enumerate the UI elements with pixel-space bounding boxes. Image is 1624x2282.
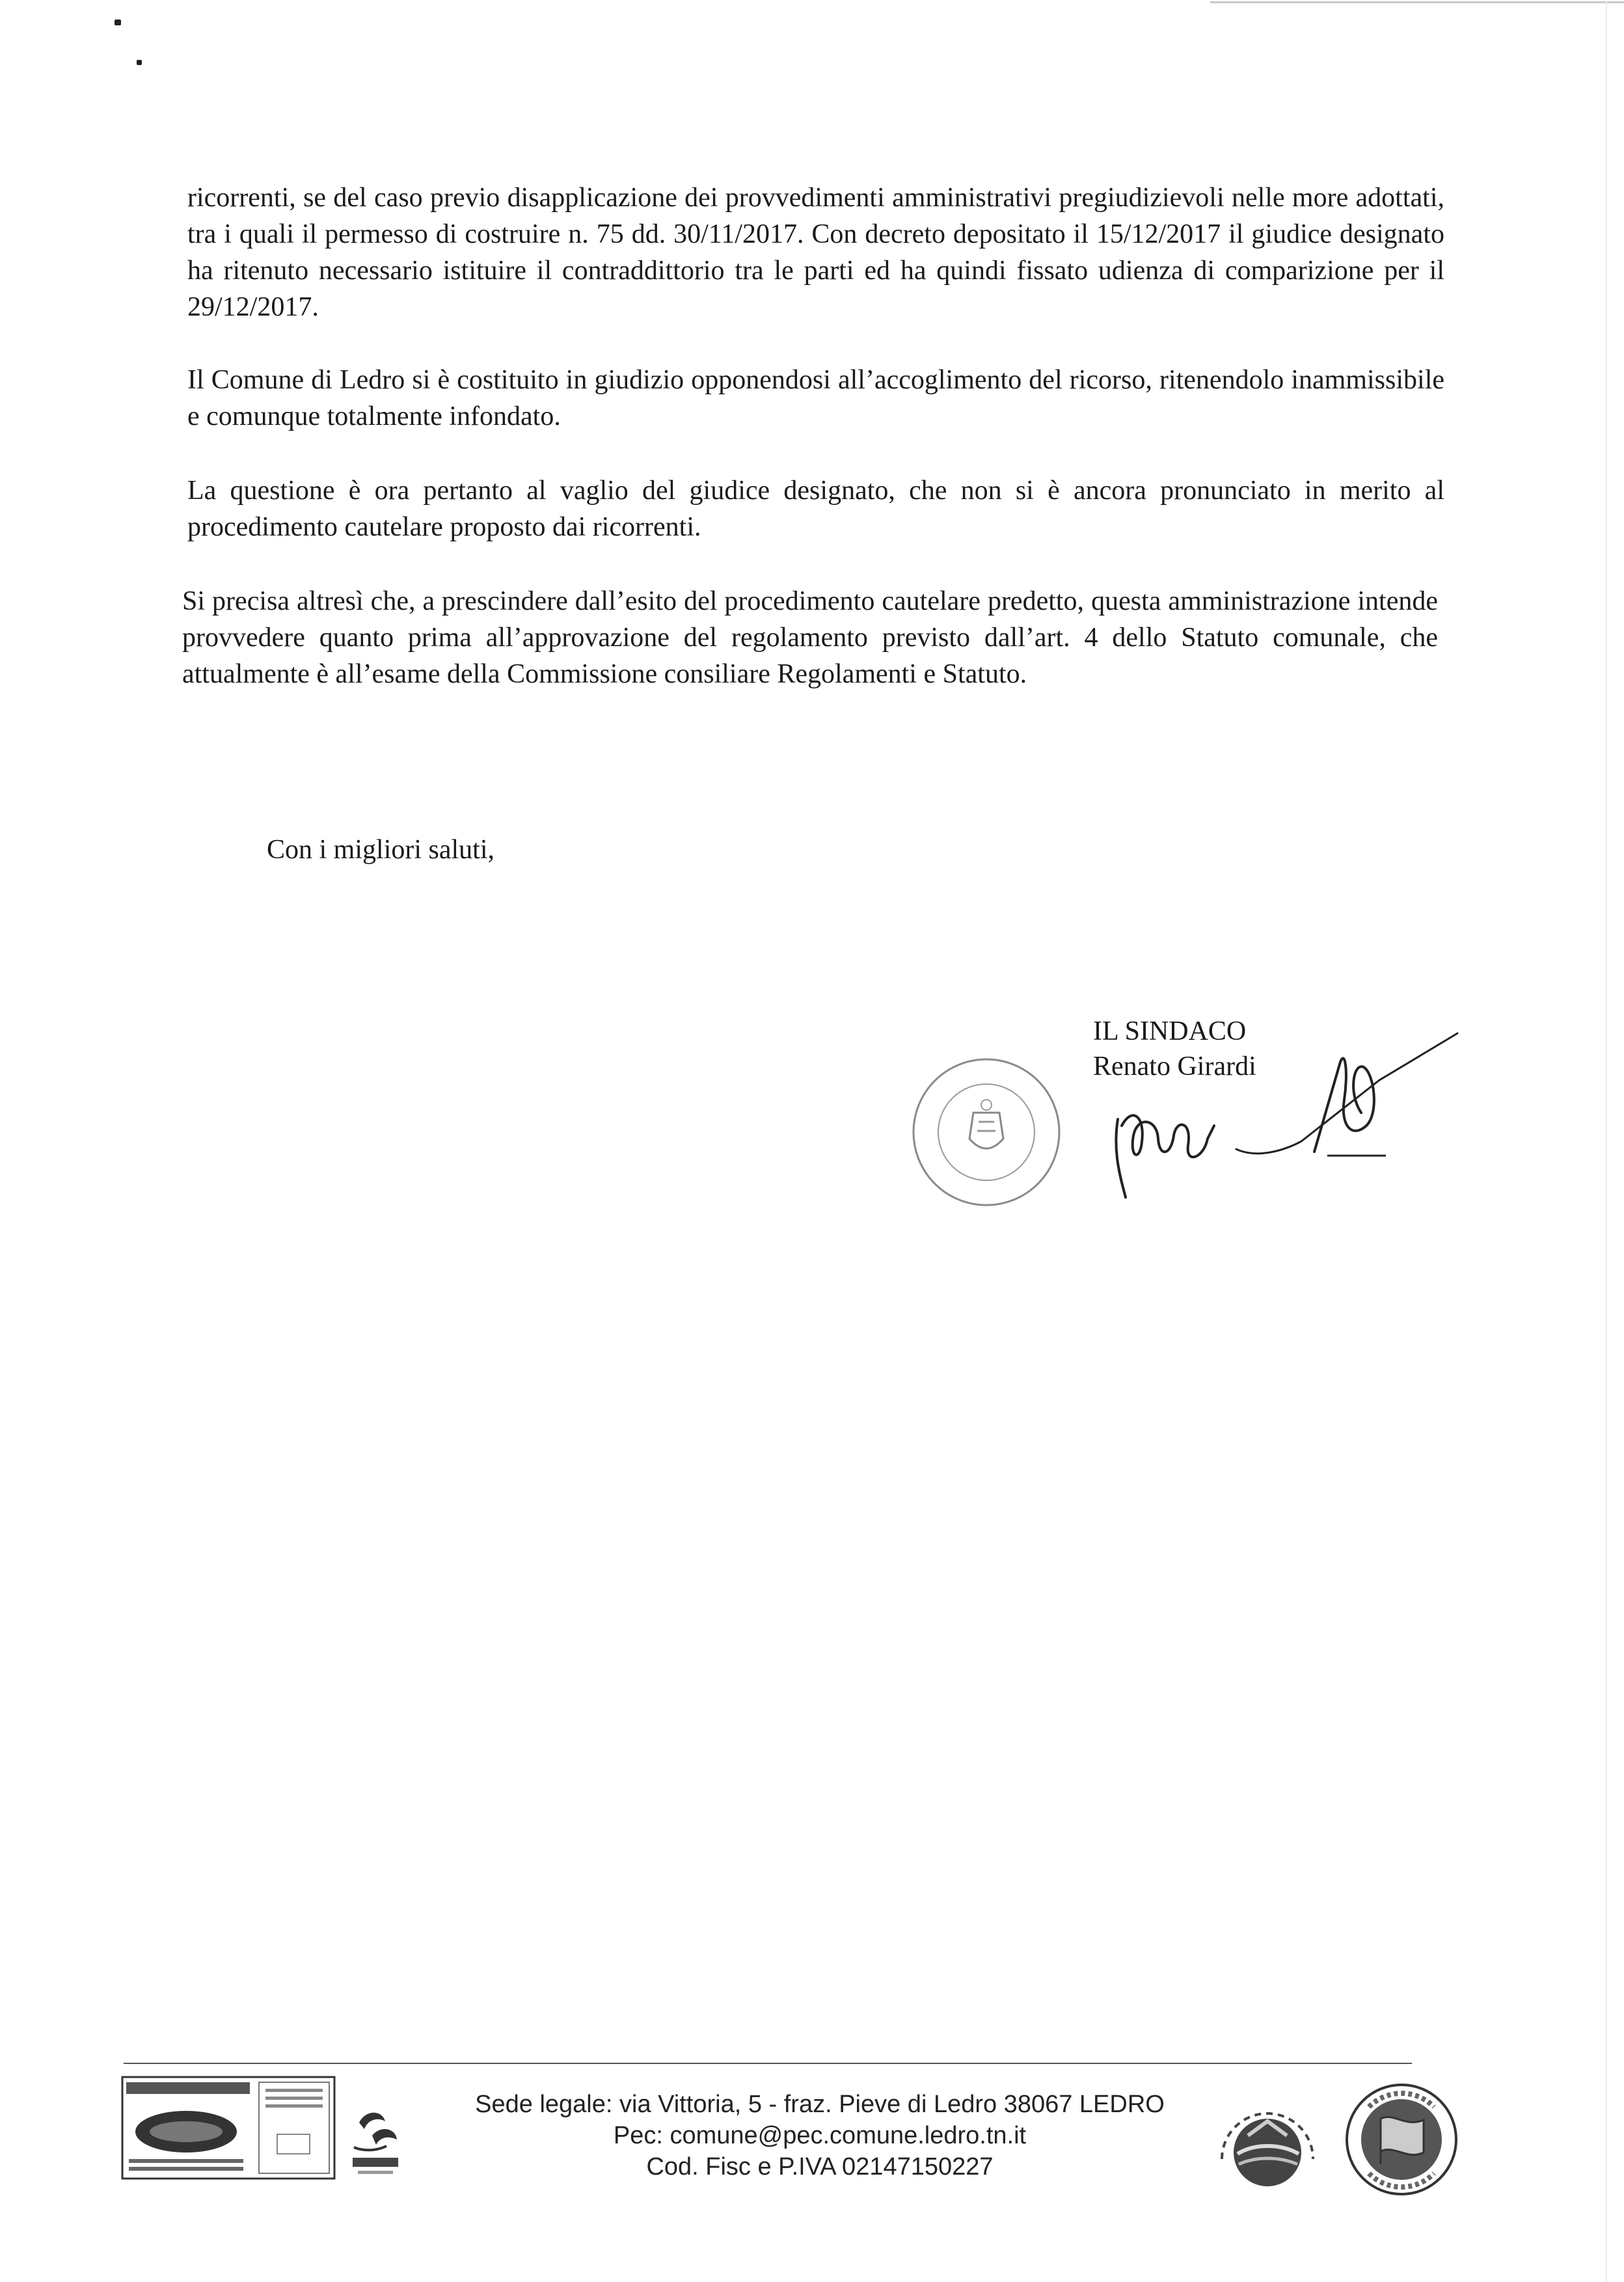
closing-salutation: Con i migliori saluti, <box>267 835 495 865</box>
footer-tax-code: Cod. Fisc e P.IVA 02147150227 <box>646 2153 994 2180</box>
footer-contact <box>429 2089 1210 2182</box>
footer-divider <box>124 2063 1412 2064</box>
footer-pec: Pec: comune@pec.comune.ledro.tn.it <box>613 2122 1027 2149</box>
paragraph-ricorrenti: ricorrenti, se del caso previo disapplicazione dei provvedimenti amministrativi pregiudizievoli nelle more adottati, tra i quali il permesso di costruire n. 75 dd. 30/11/2017. Con decreto depositato il 15/12/2017 il giudice designato ha ritenuto necessario istituire il contraddittorio tra le parti ed ha quindi fissato udienza di comparizione per il 29/12/2017. <box>187 183 1444 322</box>
paragraph-regolamento: Si precisa altresì che, a prescindere dall’esito del procedimento cautelare predetto, questa amministrazione intende provvedere quanto prima all’approvazione del regolamento previsto dall’art. 4 dello Statuto comunale, che attualmente è all’esame della Commissione consiliare Regolamenti e Statuto. <box>182 586 1438 689</box>
page-edge-shadow <box>1606 0 1607 2282</box>
handwritten-signature <box>1106 1002 1470 1210</box>
scan-speck <box>115 20 121 25</box>
signatory-name: Renato Girardi <box>1093 1052 1256 1081</box>
municipal-seal <box>908 1054 1064 1210</box>
signatory-title: IL SINDACO <box>1093 1016 1247 1046</box>
certification-logo <box>121 2076 336 2180</box>
footer-address: Sede legale: via Vittoria, 5 - fraz. Pieve di Ledro 38067 LEDRO <box>475 2091 1165 2118</box>
welcome-logo <box>1209 2081 1326 2198</box>
page-edge-line <box>1210 1 1624 3</box>
bandiera-arancione-logo <box>1343 2081 1460 2198</box>
emas-logo <box>346 2103 405 2181</box>
paragraph-comune-costituito: Il Comune di Ledro si è costituito in giudizio opponendosi all’accoglimento del ricorso, ritenendolo inammissibile e comunque totalmente infondato. <box>187 365 1444 431</box>
scan-speck <box>137 60 142 65</box>
paragraph-questione: La questione è ora pertanto al vaglio del giudice designato, che non si è ancora pronunciato in merito al procedimento cautelare proposto dai ricorrenti. <box>187 476 1444 542</box>
